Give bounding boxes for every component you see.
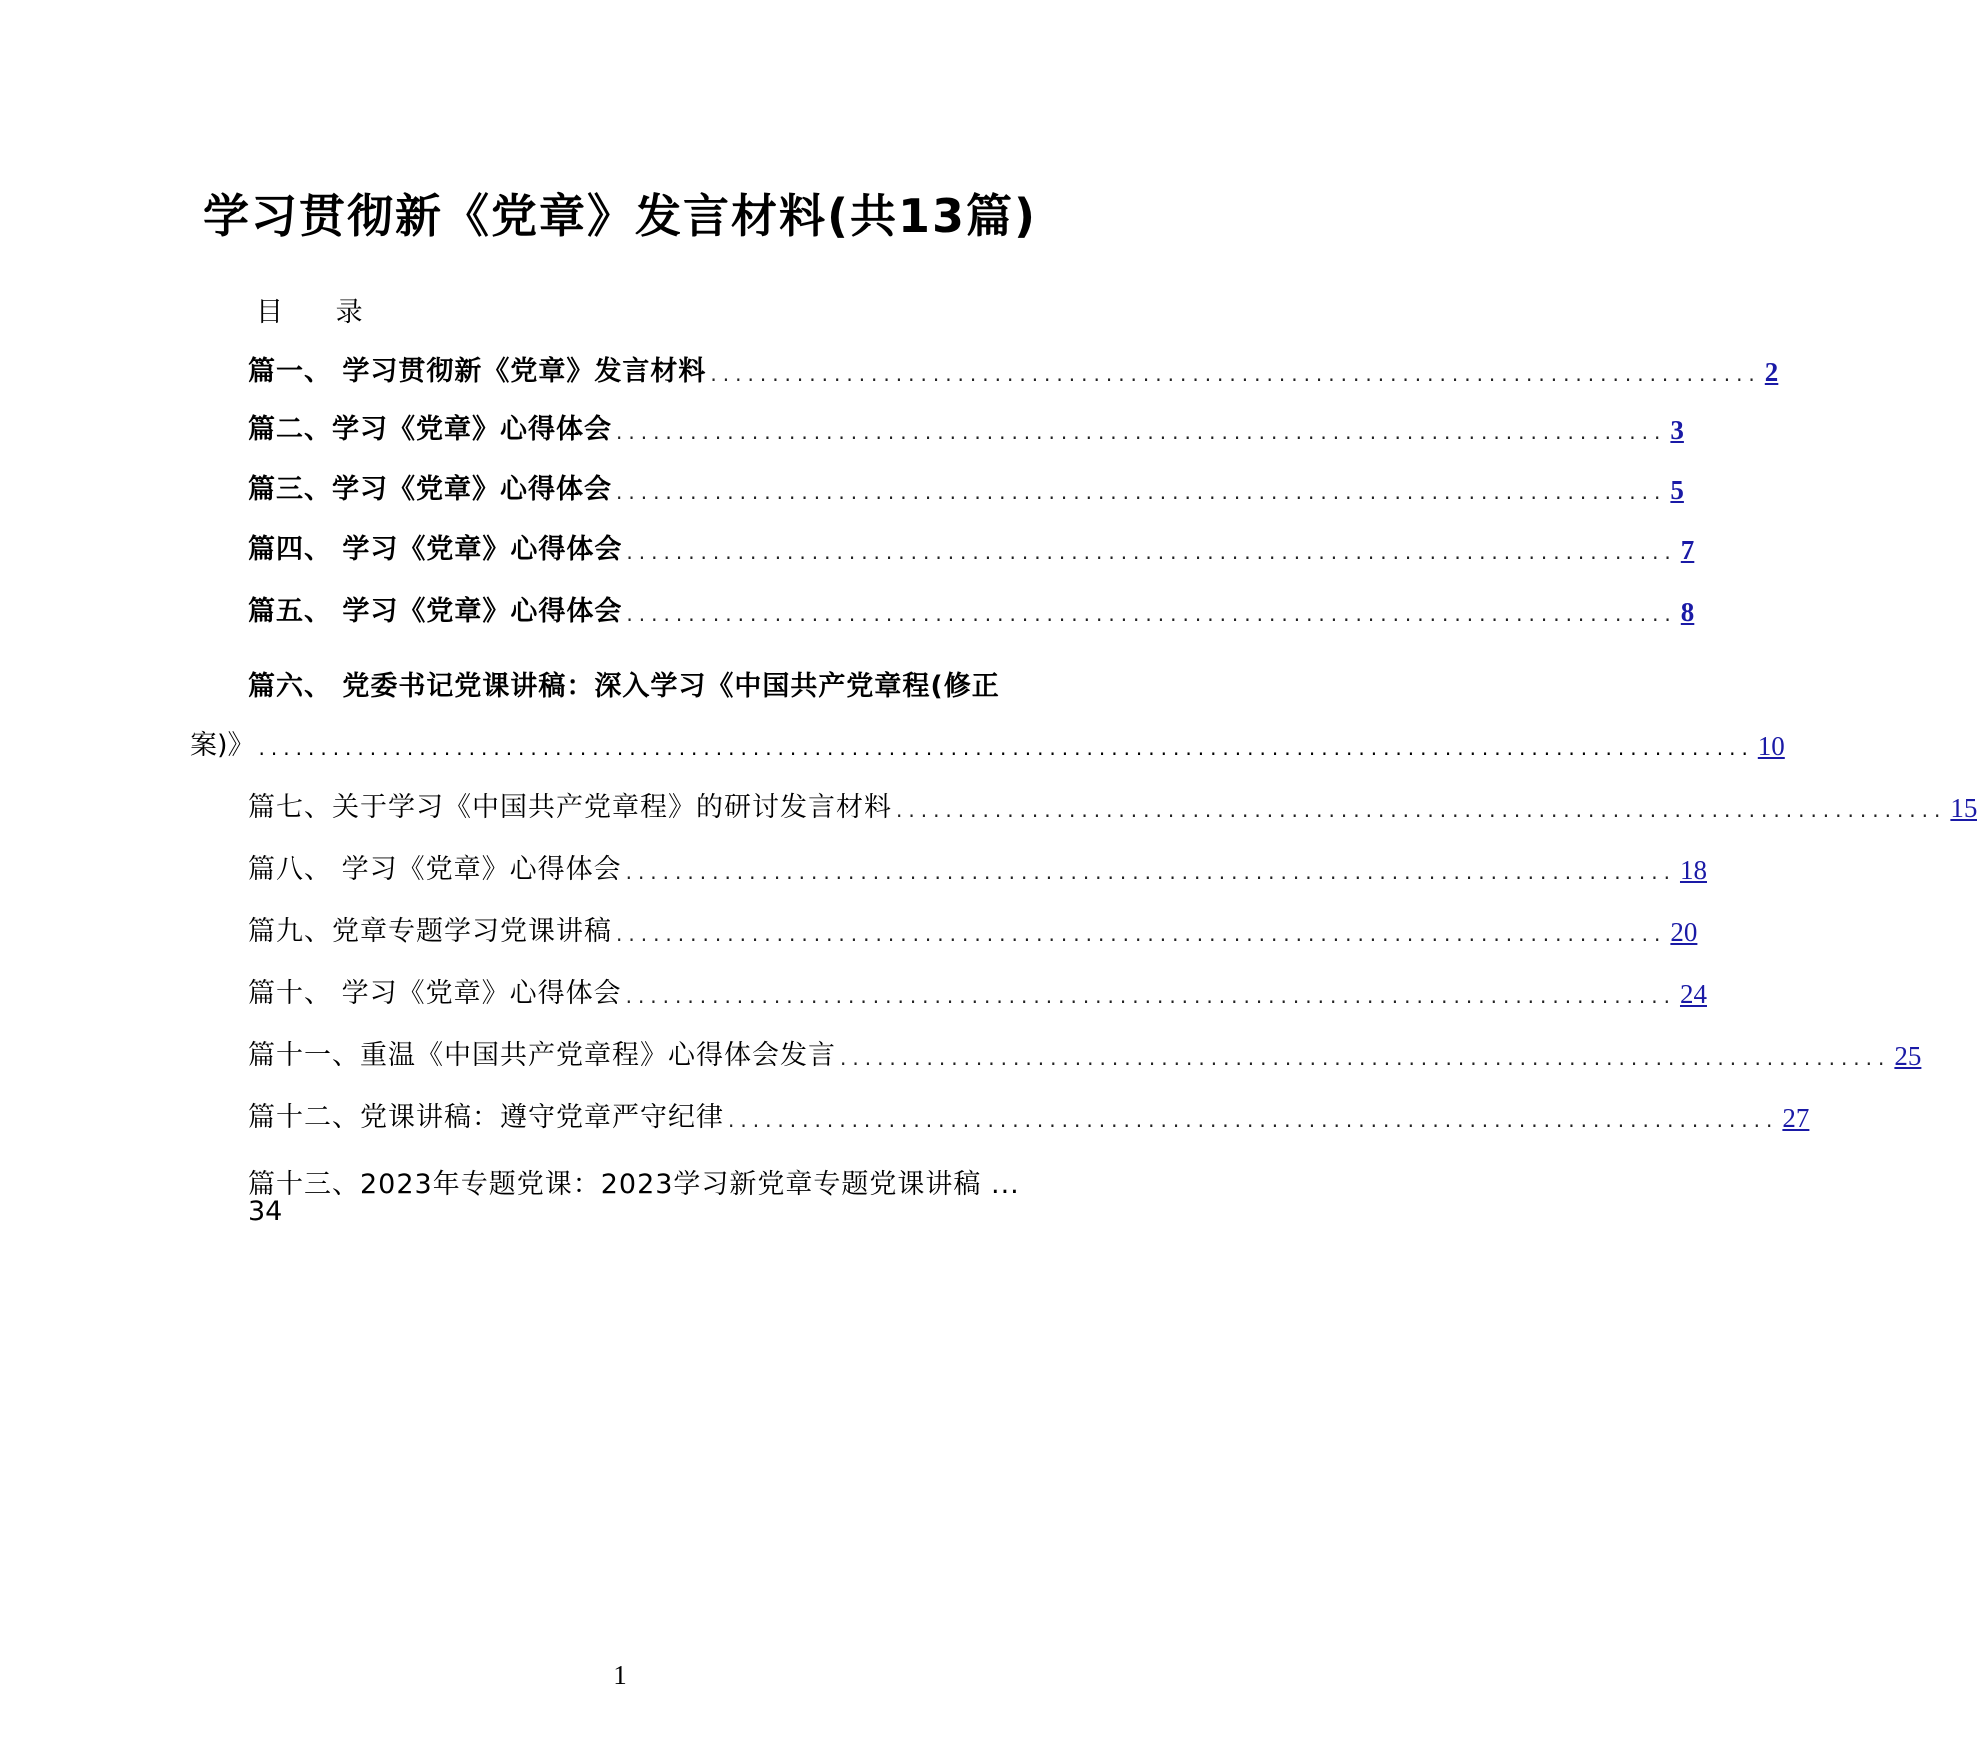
toc-entry-label: 篇十、 学习《党章》心得体会 (248, 978, 622, 1009)
toc-entry-page-link[interactable]: 24 (1679, 979, 1707, 1009)
leader-dots: ..................................................................................... (626, 602, 1677, 626)
leader-dots: ..................................................................................... (626, 540, 1677, 564)
toc-entry-5[interactable] (248, 588, 1695, 628)
leader-dots: ..................................................................................... (616, 922, 1667, 946)
toc-entry-6-line1[interactable]: 篇六、 党委书记党课讲稿：深入学习《中国共产党章程(修正 (248, 671, 1000, 702)
leader-dots: ......................................................................................................................... (258, 736, 1754, 760)
toc-entry-3[interactable] (248, 466, 1684, 506)
toc-entry-page-link[interactable]: 8 (1680, 597, 1695, 627)
toc-entry-label: 篇二、学习《党章》心得体会 (248, 414, 612, 445)
toc-entry-7[interactable] (248, 784, 1977, 824)
leader-dots: ..................................................................................... (616, 480, 1667, 504)
toc-entry-label: 篇五、 学习《党章》心得体会 (248, 596, 623, 627)
leader-dots: ..................................................................................... (710, 362, 1761, 386)
toc-entry-13-line1[interactable]: 篇十三、2023年专题党课：2023学习新党章专题党课讲稿 ... (248, 1169, 1020, 1200)
toc-entry-label: 篇十二、党课讲稿：遵守党章严守纪律 (248, 1102, 724, 1133)
toc-entry-12[interactable] (248, 1094, 1810, 1134)
toc-entry-page-link[interactable]: 5 (1670, 475, 1684, 505)
toc-entry-page-link[interactable]: 2 (1764, 357, 1779, 387)
toc-entry-label: 篇一、 学习贯彻新《党章》发言材料 (248, 356, 707, 387)
toc-entry-page-link[interactable]: 15 (1950, 793, 1977, 823)
leader-dots: ..................................................................................... (728, 1108, 1779, 1132)
toc-heading: 目 录 (256, 297, 385, 328)
toc-entry-8[interactable] (248, 846, 1707, 886)
toc-entry-page-link[interactable]: 10 (1757, 731, 1785, 761)
toc-entry-page-link[interactable]: 27 (1782, 1103, 1810, 1133)
toc-entry-label: 篇九、党章专题学习党课讲稿 (248, 916, 612, 947)
leader-dots: ..................................................................................... (625, 984, 1676, 1008)
toc-entry-page-link[interactable]: 25 (1894, 1041, 1922, 1071)
toc-entry-10[interactable] (248, 970, 1707, 1010)
toc-entry-2[interactable] (248, 406, 1684, 446)
toc-entry-11[interactable] (248, 1032, 1922, 1072)
leader-dots: ..................................................................................... (625, 860, 1676, 884)
toc-entry-label: 篇四、 学习《党章》心得体会 (248, 534, 623, 565)
toc-entry-page-link[interactable]: 7 (1680, 535, 1695, 565)
toc-entry-page-link[interactable]: 3 (1670, 415, 1684, 445)
toc-entry-page-link[interactable]: 20 (1670, 917, 1698, 947)
leader-dots: ..................................................................................... (840, 1046, 1891, 1070)
toc-entry-1[interactable] (248, 348, 1779, 388)
leader-dots: ..................................................................................... (616, 420, 1667, 444)
toc-entry-label: 案)》 (190, 730, 255, 761)
toc-entry-label: 篇三、学习《党章》心得体会 (248, 474, 612, 505)
toc-entry-label: 篇七、关于学习《中国共产党章程》的研讨发言材料 (248, 792, 892, 823)
toc-entry-label: 篇八、 学习《党章》心得体会 (248, 854, 622, 885)
toc-entry-4[interactable] (248, 526, 1695, 566)
leader-dots: ..................................................................................... (896, 798, 1947, 822)
document-title: 学习贯彻新《党章》发言材料(共13篇) (202, 189, 1038, 243)
toc-entry-6[interactable] (190, 722, 1785, 762)
toc-entry-13-page: 34 (248, 1196, 283, 1227)
toc-entry-9[interactable] (248, 908, 1698, 948)
toc-entry-label: 篇十一、重温《中国共产党章程》心得体会发言 (248, 1040, 836, 1071)
toc-entry-page-link[interactable]: 18 (1679, 855, 1707, 885)
page-number: 1 (613, 1660, 627, 1690)
